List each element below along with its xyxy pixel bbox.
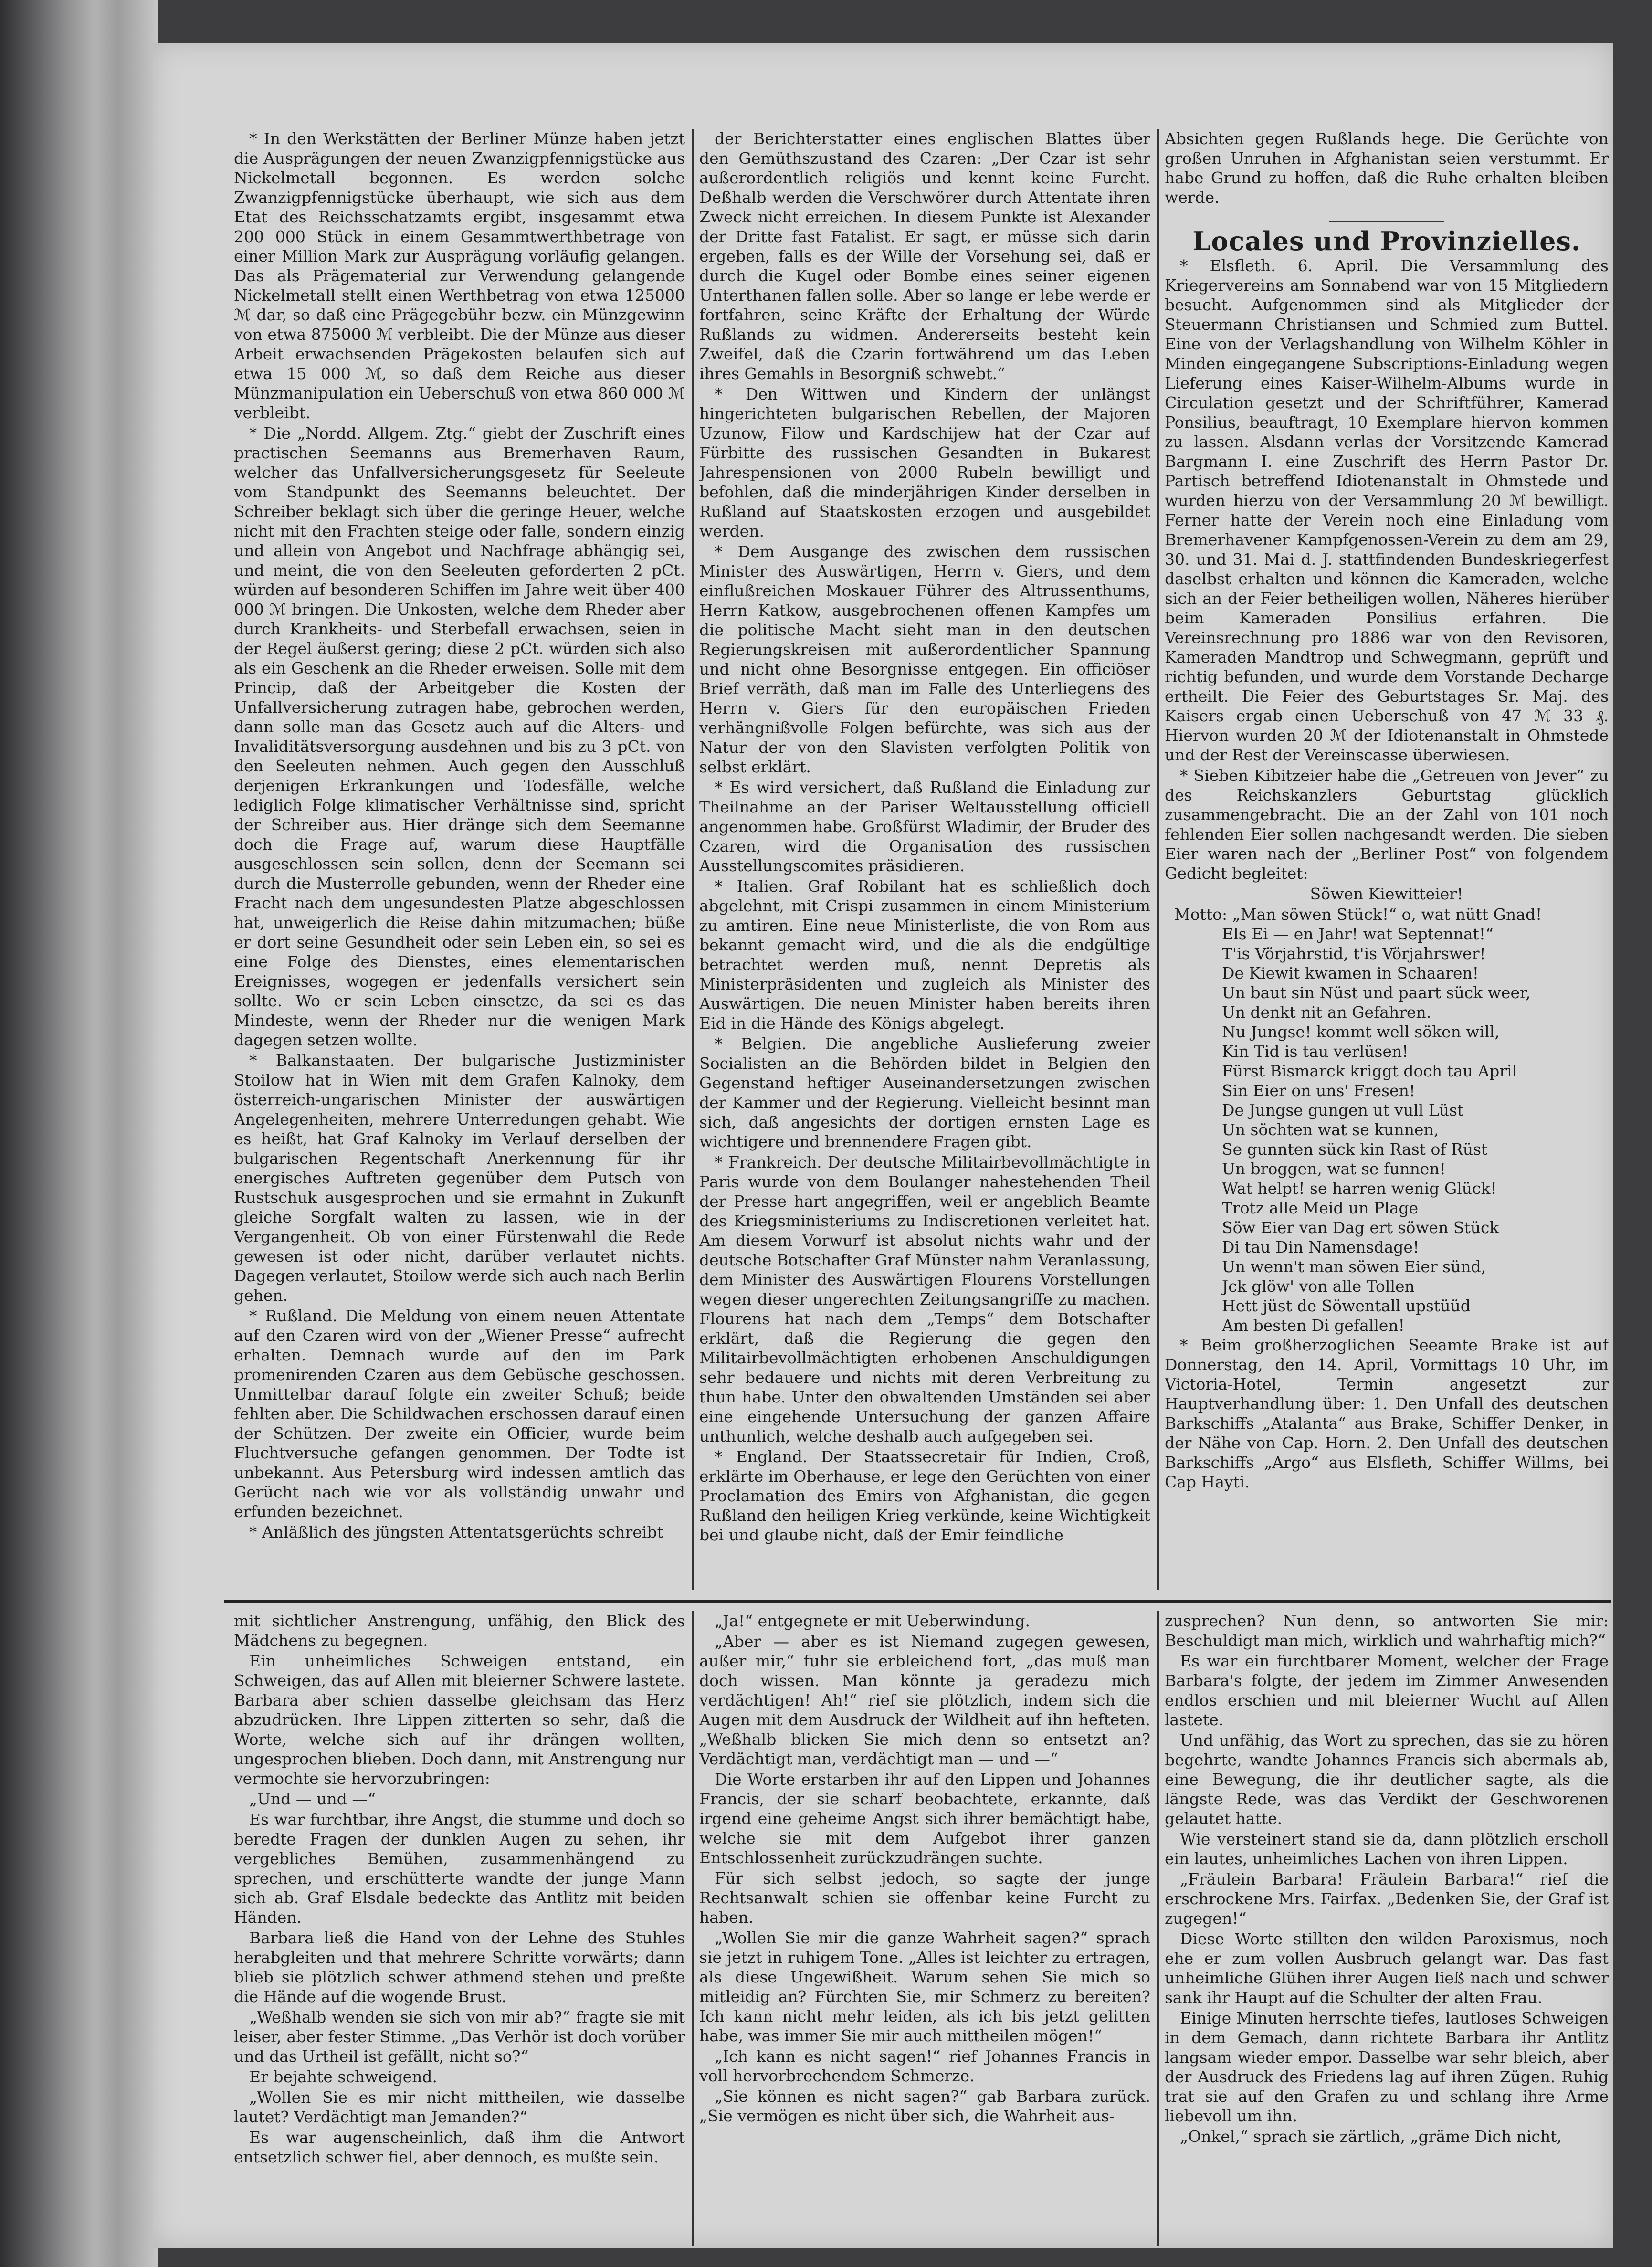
poem-line: Söw Eier van Dag ert söwen Stück [1222,1218,1499,1237]
article-paragraph: * Es wird versichert, daß Rußland die Einladung zur Theilnahme an der Pariser Weltausstellung officiell angenommen habe. Großfürst Wladimir, der Bruder des Czaren, wird die Organisation des russischen Ausstellungscomites präsidieren. [699,778,1150,875]
poem [1165,944,1609,1335]
article-paragraph: * Beim großherzoglichen Seeamte Brake ist auf Donnerstag, den 14. April, Vormittags 10 Uhr, im Victoria-Hotel, Termin angesetzt zur Hauptverhandlung über: 1. Den Unfall des deutschen Barkschiffs „Atalanta“ aus Brake, Schiffer Denker, in der Nähe von Cap. Horn. 2. Den Unfall des deutschen Barkschiffs „Argo“ aus Elsfleth, Schiffer Willms, bei Cap Hayti. [1165,1336,1609,1491]
story-paragraph: „Aber — aber es ist Niemand zugegen gewesen, außer mir,“ fuhr sie erbleichend fort, „das muß man doch wissen. Man könnte ja geradezu mich verdächtigen! Ah!“ rief sie plötzlich, indem sich die Augen mit dem Ausdruck der Wildheit auf ihn hefteten. „Weßhalb blicken Sie mich denn so entsetzt an? Verdächtigt man, verdächtigt man — und —“ [699,1632,1150,1768]
section-heading: Locales und Provinzielles. [1192,226,1581,256]
story-paragraph: „Weßhalb wenden sie sich von mir ab?“ fragte sie mit leiser, aber fester Stimme. „Das Verhör ist doch vorüber und das Urtheil ist gefällt, nicht so?“ [234,2008,685,2066]
story-paragraph: Ein unheimliches Schweigen entstand, ein Schweigen, das auf Allen mit bleierner Schwere lastete. Barbara aber schien dasselbe gleichsam das Herz abzudrücken. Ihre Lippen zitterten so sehr, daß die Worte, welche sich auf ihr drängen wollten, ungesprochen blieben. Doch dann, mit Anstrengung nur vermochte sie hervorzubringen: [234,1652,685,1788]
poem-line: Fürst Bismarck kriggt doch tau April [1222,1062,1517,1080]
story-paragraph: Diese Worte stillten den wilden Paroxismus, noch ehe er zum vollen Ausbruch gelangt war. Das fast unheimliche Glühen ihrer Augen ließ nach und schwer sank ihr Haupt auf die Schulter der alten Frau. [1165,1930,1609,2007]
story-paragraph: „Sie können es nicht sagen?“ gab Barbara zurück. „Sie vermögen es nicht über sich, die Wahrheit aus- [699,2087,1150,2125]
poem-line: Sin Eier on uns' Fresen! [1222,1081,1416,1100]
poem-line: De Jungse gungen ut vull Lüst [1222,1101,1464,1119]
story-paragraph: Einige Minuten herrschte tiefes, lautloses Schweigen in dem Gemach, dann richtete Barbara ihr Antlitz langsam wieder empor. Dasselbe war sehr bleich, aber der Ausdruck des Friedens lag auf ihren Zügen. Ruhig trat sie auf den Grafen zu und schlang ihre Arme liebevoll um ihn. [1165,2009,1609,2125]
feuilleton-separator [224,1600,1611,1603]
article-paragraph: * England. Der Staatssecretair für Indien, Croß, erklärte im Oberhause, er lege den Gerüchten von einer Proclamation des Emirs von Afghanistan, die gegen Rußland den heiligen Krieg verkünde, keine Wichtigkeit bei und glaube nicht, daß der Emir feindliche [699,1447,1150,1544]
article-paragraph: der Berichterstatter eines englischen Blattes über den Gemüthszustand des Czaren: „Der Czar ist sehr außerordentlich religiös und kennt keine Furcht. Deßhalb werden die Verschwörer durch Attentate ihren Zweck nicht erreichen. In diesem Punkte ist Alexander der Dritte fast Fatalist. Er sagt, er müsse sich darin ergeben, falls es der Wille der Vorsehung sei, daß er durch die Kugel oder Bombe eines seiner eigenen Unterthanen fallen solle. Aber so lange er lebe werde er fortfahren, seine Kräfte der Erhaltung der Würde Rußlands zu widmen. Andererseits besteht kein Zweifel, daß die Czarin fortwährend um das Leben ihres Gemahls in Besorgniß schwebt.“ [699,129,1150,383]
poem-line: Di tau Din Namensdage! [1222,1238,1420,1256]
column-divider [692,129,694,1590]
bottom-column-3 [1165,1611,1609,2246]
poem-motto-line: Motto: „Man söwen Stück!“ o, wat nütt Gnad! [1174,905,1542,924]
column-divider [1157,129,1159,1590]
article-paragraph: * Anläßlich des jüngsten Attentatsgerüchts schreibt [249,1523,663,1541]
poem-line: De Kiewit kwamen in Schaaren! [1222,964,1479,982]
bottom-column-2 [699,1611,1150,2246]
poem-motto-line: Els Ei — en Jahr! wat Septennat!“ [1222,925,1494,943]
poem-line: Hett jüst de Söwentall upstüüd [1222,1297,1471,1315]
article-paragraph: * Elsfleth. 6. April. Die Versammlung des Kriegervereins am Sonnabend war von 15 Mitgliedern besucht. Aufgenommen sind als Mitglieder der Steuermann Christiansen und Schmied zum Buttel. Eine von der Verlagshandlung von Wilhelm Köhler in Minden eingegangene Subscriptions-Einladung wegen Lieferung eines Kaiser-Wilhelm-Albums wurde in Circulation gesetzt und der Schriftführer, Kamerad Ponsilius, beauftragt, 10 Exemplare hiervon kommen zu lassen. Alsdann verlas der Vorsitzende Kamerad Bargmann I. eine Zuschrift des Herrn Pastor Dr. Partisch betreffend Idiotenanstalt in Ohmstede und wurden hierzu von der Versammlung 20 ℳ bewilligt. Ferner hatte der Verein noch eine Einladung vom Bremerhavener Kampfgenossen-Verein zu dem am 29, 30. und 31. Mai d. J. stattfindenden Bundeskriegerfest daselbst erhalten und können die Kameraden, welche sich an der Feier betheiligen wollen, Näheres hierüber beim Kameraden Ponsilius erfahren. Die Vereinsrechnung pro 1886 war von den Revisoren, Kameraden Mandtrop und Schwegmann, geprüft und richtig befunden, und wurde dem Vorstande Decharge ertheilt. Die Feier des Geburtstages Sr. Maj. des Kaisers ergab einen Ueberschuß von 47 ℳ 33 ₰. Hiervon wurden 20 ℳ der Idiotenanstalt in Ohmstede und der Rest der Vereinscasse überwiesen. [1165,256,1609,764]
story-paragraph: Barbara ließ die Hand von der Lehne des Stuhles herabgleiten und that mehrere Schritte vorwärts; dann blieb sie plötzlich schwer athmend stehen und preßte die Hände auf die wogende Brust. [234,1929,685,2006]
poem-line: Un wenn't man söwen Eier sünd, [1222,1257,1486,1276]
poem-line: T'is Vörjahrstid, t'is Vörjahrswer! [1222,944,1486,963]
column-divider [692,1611,694,2246]
article-paragraph: * Italien. Graf Robilant hat es schließlich doch abgelehnt, mit Crispi zusammen in einem Ministerium zu amtiren. Eine neue Ministerliste, die von Rom aus bekannt gemacht wird, und die als die endgültige betrachtet werden muß, nennt Depretis als Ministerpräsidenten und zugleich als Minister des Auswärtigen. Die neuen Minister haben bereits ihren Eid in die Hände des Königs abgelegt. [699,877,1150,1033]
poem-line: Un söchten wat se kunnen, [1222,1120,1439,1139]
poem-line: Se gunnten sück kin Rast of Rüst [1222,1140,1488,1159]
story-paragraph: „Ja!“ entgegnete er mit Ueberwindung. [715,1612,1030,1630]
top-column-2 [699,129,1150,1590]
story-paragraph: Es war ein furchtbarer Moment, welcher der Frage Barbara's folgte, der jedem im Zimmer Anwesenden endlos erschien und mit bleierner Wucht auf Allen lastete. [1165,1652,1609,1729]
article-paragraph: * Belgien. Die angebliche Auslieferung zweier Socialisten an die Behörden bildet in Belgien den Gegenstand heftiger Auseinandersetzungen zwischen der Kammer und der Regierung. Vielleicht besinnt man sich, daß angesichts der dortigen ernsten Lage es wichtigere und brennendere Fragen gibt. [699,1034,1150,1151]
story-paragraph: Es war furchtbar, ihre Angst, die stumme und doch so beredte Fragen der dunklen Augen zu sehen, ihr vergebliches Bemühen, zusammenhängend zu sprechen, und erschütterte wandte der junge Mann sich ab. Graf Elsdale bedeckte das Antlitz mit beiden Händen. [234,1810,685,1927]
story-paragraph: „Und — und —“ [249,1790,376,1808]
story-paragraph: Es war augenscheinlich, daß ihm die Antwort entsetzlich schwer fiel, aber dennoch, es mußte sein. [234,2128,685,2166]
top-column-3 [1165,129,1609,1590]
story-paragraph: „Fräulein Barbara! Fräulein Barbara!“ rief die erschrockene Mrs. Fairfax. „Bedenken Sie, der Graf ist zugegen!“ [1165,1870,1609,1928]
article-paragraph: Absichten gegen Rußlands hege. Die Gerüchte von großen Unruhen in Afghanistan seien verstummt. Er habe Grund zu hoffen, daß die Ruhe erhalten bleiben werde. [1165,129,1609,207]
story-paragraph: zusprechen? Nun denn, so antworten Sie mir: Beschuldigt man mich, wirklich und wahrhaftig mich?“ [1165,1612,1609,1650]
section-rule [1329,221,1444,222]
column-divider [1157,1611,1159,2246]
bottom-column-1 [234,1611,685,2246]
story-paragraph: Die Worte erstarben ihr auf den Lippen und Johannes Francis, der sie scharf beobachtete, erkannte, daß irgend eine geheime Angst sich ihrer bemächtigt habe, welche sie mit dem Aufgebot ihrer ganzen Entschlossenheit zurückzudrängen suchte. [699,1770,1150,1867]
poem-line: Kin Tid is tau verlüsen! [1222,1042,1409,1061]
top-column-1 [234,129,685,1590]
story-paragraph: Und unfähig, das Wort zu sprechen, das sie zu hören begehrte, wandte Johannes Francis sich abermals ab, eine Bewegung, die ihr deutlicher sagte, als die längste Rede, was das Verdikt der Geschworenen gelautet hatte. [1165,1731,1609,1828]
article-paragraph: * Rußland. Die Meldung von einem neuen Attentate auf den Czaren wird von der „Wiener Presse“ aufrecht erhalten. Demnach wurde auf den im Park promenirenden Czaren aus dem Gebüsche geschossen. Unmittelbar darauf folgte ein zweiter Schuß; beide fehlten aber. Die Schildwachen erschossen darauf einen der Schützen. Der zweite ein Officier, wurde beim Fluchtversuche gefangen genommen. Der Todte ist unbekannt. Aus Petersburg wird indessen amtlich das Gerücht nach wie vor als vollständig unwahr und erfunden bezeichnet. [234,1307,685,1521]
article-paragraph: * Frankreich. Der deutsche Militairbevollmächtigte in Paris wurde von dem Boulanger nahestehenden Theil der Presse hart angegriffen, weil er angeblich Beamte des Kriegsministeriums zu Indiscretionen verleitet hat. Am diesem Vorwurf ist absolut nichts wahr und der deutsche Botschafter Graf Münster nahm Veranlassung, dem Minister des Auswärtigen Flourens Vorstellungen wegen dieser ungerechten Zeitungsangriffe zu machen. Flourens hat nach dem „Temps“ dem Botschafter erklärt, daß die Regierung die gegen den Militairbevollmächtigten erhobenen Anschuldigungen sehr bedauere und nichts mit deren Verbreitung zu thun habe. Unter den obwaltenden Umständen sei aber eine eingehende Untersuchung der ganzen Affaire unthunlich, welche deshalb auch aufgegeben sei. [699,1153,1150,1445]
article-paragraph: * Dem Ausgange des zwischen dem russischen Minister des Auswärtigen, Herrn v. Giers, und dem einflußreichen Moskauer Führer des Altrussenthums, Herrn Katkow, ausgebrochenen offenen Kampfes um die politische Macht sieht man in den deutschen Regierungskreisen mit außerordentlicher Spannung und nicht ohne Besorgnisse entgegen. Ein officiöser Brief verräth, daß man im Falle des Unterliegens des Herrn v. Giers für den europäischen Frieden verhängnißvolle Folgen befürchte, was sich aus der Natur der von den Slavisten verfolgten Politik von selbst erklärt. [699,542,1150,776]
story-paragraph: Er bejahte schweigend. [249,2067,437,2086]
story-paragraph: Wie versteinert stand sie da, dann plötzlich erscholl ein lautes, unheimliches Lachen von ihren Lippen. [1165,1830,1609,1868]
story-paragraph: mit sichtlicher Anstrengung, unfähig, den Blick des Mädchens zu begegnen. [234,1612,685,1650]
poem-line: Wat helpt! se harren wenig Glück! [1222,1179,1497,1198]
article-paragraph: * Balkanstaaten. Der bulgarische Justizminister Stoilow hat in Wien mit dem Grafen Kalnoky, dem österreich-ungarischen Minister der auswärtigen Angelegenheiten, mehrere Unterredungen gehabt. Wie es heißt, hat Graf Kalnoky im Verlauf derselben der bulgarischen Regentschaft Anerkennung für ihr energisches Auftreten gegenüber dem Putsch von Rustschuk ausgesprochen und sie ermahnt in Zukunft gleiche Sorgfalt walten zu lassen, wie in der Vergangenheit. Ob von einer Fürstenwahl die Rede gewesen ist oder nicht, darüber verlautet nichts. Dagegen verlautet, Stoilow werde sich auch nach Berlin gehen. [234,1051,685,1305]
story-paragraph: „Wollen Sie mir die ganze Wahrheit sagen?“ sprach sie jetzt in ruhigem Tone. „Alles ist leichter zu ertragen, als diese Ungewißheit. Warum sehen Sie mich so mitleidig an? Fürchten Sie, mir Schmerz zu bereiten? Ich kann nicht mehr leiden, als ich bis jetzt gelitten habe, was immer Sie mir auch mittheilen mögen!“ [699,1929,1150,2045]
poem-line: Un broggen, wat se funnen! [1222,1160,1446,1178]
poem-line: Un baut sin Nüst und paart sück weer, [1222,983,1531,1002]
story-paragraph: „Ich kann es nicht sagen!“ rief Johannes Francis in voll hervorbrechendem Schmerze. [699,2047,1150,2085]
poem-line: Nu Jungse! kommt well söken will, [1222,1023,1500,1041]
poem-title: Söwen Kiewitteier! [1310,885,1463,903]
poem-line: Trotz alle Meid un Plage [1222,1199,1419,1217]
article-paragraph: * Den Wittwen und Kindern der unlängst hingerichteten bulgarischen Rebellen, der Majoren Uzunow, Filow und Kardschijew hat der Czar auf Fürbitte des russischen Gesandten in Bukarest Jahrespensionen von 2000 Rubeln bewilligt und befohlen, daß die minderjährigen Kinder derselben in Rußland auf Staatskosten erzogen und ausgebildet werden. [699,385,1150,540]
story-paragraph: Für sich selbst jedoch, so sagte der junge Rechtsanwalt schien sie offenbar keine Furcht zu haben. [699,1869,1150,1927]
story-paragraph: „Onkel,“ sprach sie zärtlich, „gräme Dich nicht, [1180,2127,1562,2146]
article-paragraph: * In den Werkstätten der Berliner Münze haben jetzt die Ausprägungen der neuen Zwanzigpfennigstücke aus Nickelmetall begonnen. Es werden solche Zwanzigpfennigstücke überhaupt, wie sich aus dem Etat des Reichsschatzamts ergibt, insgesammt etwa 200 000 Stück in einem Gesammtwerthbetrage von einer Million Mark zur Ausprägung vorläufig gelangen. Das als Prägematerial zur Verwendung gelangende Nickelmetall stellt einen Werthbetrag von etwa 125000 ℳ dar, so daß eine Prägegebühr bezw. ein Münzgewinn von etwa 875000 ℳ verbleibt. Die der Münze aus dieser Arbeit erwachsenden Prägekosten belaufen sich auf etwa 15 000 ℳ, so daß dem Reiche aus dieser Münzmanipulation ein Ueberschuß von etwa 860 000 ℳ verbleibt. [234,129,685,422]
poem-line: Un denkt nit an Gefahren. [1222,1003,1431,1022]
article-paragraph: * Die „Nordd. Allgem. Ztg.“ giebt der Zuschrift eines practischen Seemanns aus Bremerhaven Raum, welcher das Unfallversicherungsgesetz für Seeleute vom Standpunkt des Seemanns beleuchtet. Der Schreiber beklagt sich über die geringe Heuer, welche nicht mit den Frachten steige oder falle, sondern einzig und allein von Angebot und Nachfrage abhängig sei, und meint, die von den Seeleuten geforderten 2 pCt. würden auf besonderen Schiffen im Jahre weit über 400 000 ℳ bringen. Die Unkosten, welche dem Rheder aber durch Krankheits- und Sterbefall erwachsen, seien in der Regel äußerst gering; diese 2 pCt. würden sich also als ein Geschenk an die Rheder erweisen. Solle mit dem Princip, daß der Arbeitgeber die Kosten der Unfallversicherung zutragen habe, gebrochen werden, dann solle man das Gesetz auch auf die Alters- und Invaliditätsversorgung ausdehnen und bis zu 3 pCt. von den Seeleuten nehmen. Auch gegen den Ausschluß derjenigen Erkrankungen und Todesfälle, welche lediglich Folge klimatischer Verhältnisse sind, spricht der Schreiber aus. Hier dränge sich dem Seemanne doch die Frage auf, warum diese Hauptfälle ausgeschlossen sein sollen, denn der Seemann sei durch die Musterrolle gebunden, wenn der Rheder eine Fracht nach dem ungesundesten Platze abgeschlossen hat, unweigerlich die Reise dahin mitzumachen; büße er dort seine Gesundheit oder sein Leben ein, so sei es eine Folge des Dienstes, eines elementarischen Ereignisses, wogegen er jedenfalls versichert sein sollte. Wo er sein Leben einsetze, da sei es das Mindeste, wenn der Rheder nur die wenigen Mark dagegen setzen wollte. [234,424,685,1049]
book-edge [0,0,158,2267]
story-paragraph: „Wollen Sie es mir nicht mittheilen, wie dasselbe lautet? Verdächtigt man Jemanden?“ [234,2088,685,2126]
newspaper-page [153,43,1613,2248]
poem-line: Am besten Di gefallen! [1222,1316,1405,1335]
poem-line: Jck glöw' von alle Tollen [1222,1277,1415,1296]
article-paragraph: * Sieben Kibitzeier habe die „Getreuen von Jever“ zu des Reichskanzlers Geburtstag glücklich zusammengebracht. Die an der Zahl von 101 noch fehlenden Eier sollen nachgesandt werden. Die sieben Eier waren nach der „Berliner Post“ von folgendem Gedicht begleitet: [1165,766,1609,883]
